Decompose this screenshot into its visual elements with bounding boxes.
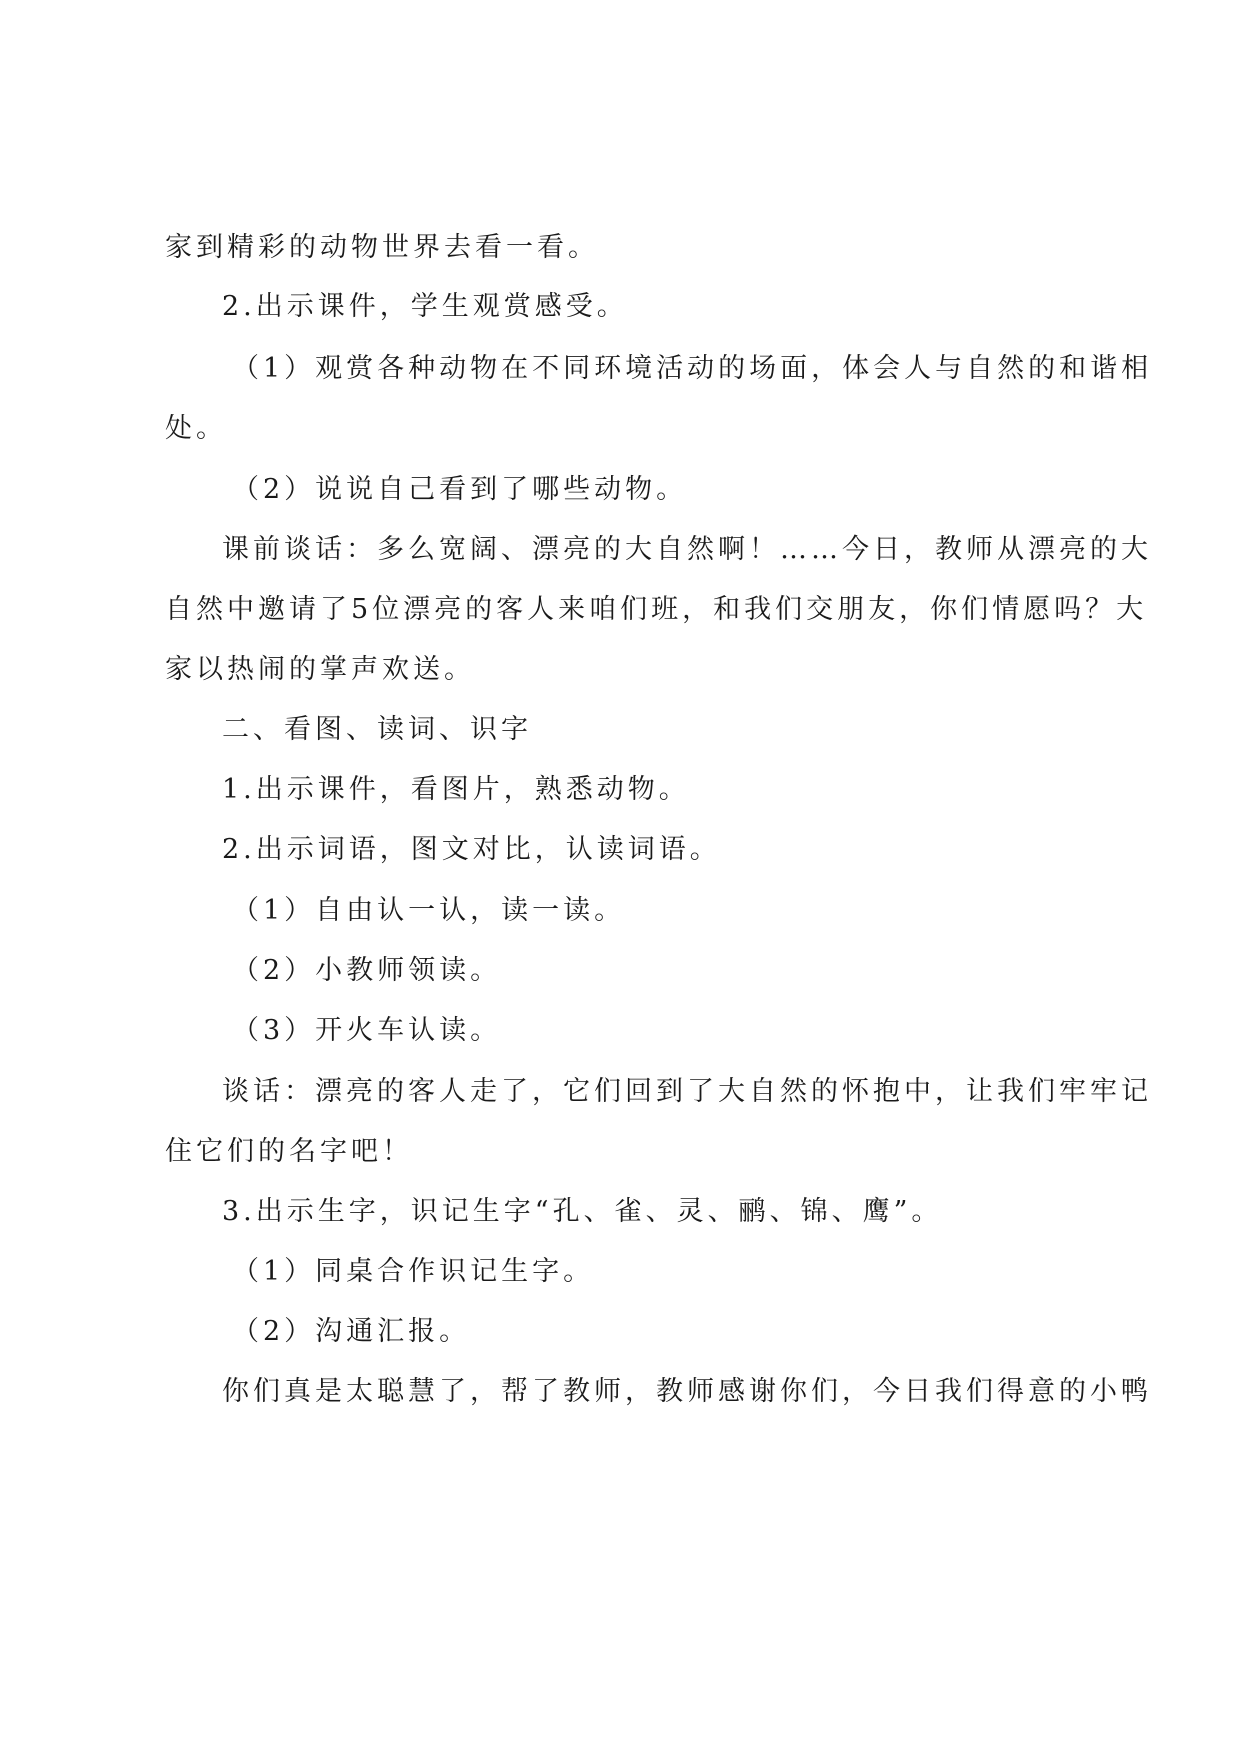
text-line: （3）开火车认读。 <box>232 1015 502 1046</box>
text-line: 3.出示生字，识记生字“孔、雀、灵、鹂、锦、鹰”。 <box>222 1196 943 1227</box>
text-line: （1）同桌合作识记生字。 <box>232 1256 595 1287</box>
text-line: 处。 <box>165 413 227 444</box>
text-line: 你们真是太聪慧了，帮了教师，教师感谢你们，今日我们得意的小鸭 <box>222 1376 1152 1407</box>
text-line: 住它们的名字吧！ <box>165 1136 413 1167</box>
text-line: 自然中邀请了5位漂亮的客人来咱们班，和我们交朋友，你们情愿吗？大 <box>165 594 1148 625</box>
text-line: 2.出示词语，图文对比，认读词语。 <box>222 834 721 865</box>
text-line: （1）自由认一认，读一读。 <box>232 895 626 926</box>
text-line: 谈话：漂亮的客人走了，它们回到了大自然的怀抱中，让我们牢牢记 <box>222 1076 1152 1107</box>
text-line: 2.出示课件，学生观赏感受。 <box>222 291 628 322</box>
text-line: 课前谈话：多么宽阔、漂亮的大自然啊！……今日，教师从漂亮的大 <box>222 534 1152 565</box>
text-line: 1.出示课件，看图片，熟悉动物。 <box>222 774 690 805</box>
text-line: （2）说说自己看到了哪些动物。 <box>232 474 688 505</box>
text-line: （2）小教师领读。 <box>232 955 502 986</box>
text-line: （2）沟通汇报。 <box>232 1316 471 1347</box>
section-heading: 二、看图、读词、识字 <box>222 714 532 745</box>
text-line: （1）观赏各种动物在不同环境活动的场面，体会人与自然的和谐相 <box>232 353 1153 384</box>
text-line: 家以热闹的掌声欢送。 <box>165 654 475 685</box>
text-line: 家到精彩的动物世界去看一看。 <box>165 232 599 263</box>
